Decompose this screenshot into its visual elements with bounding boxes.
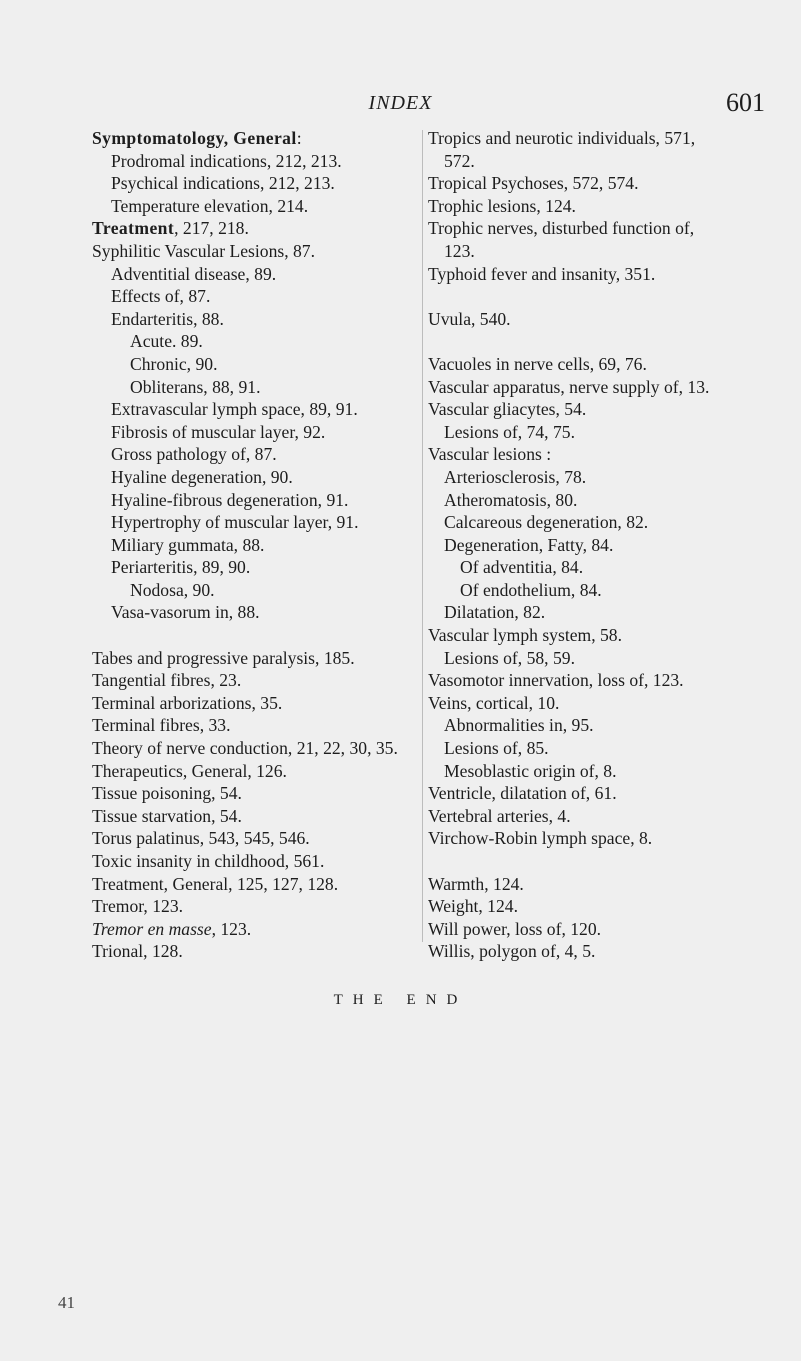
index-entry-text: Vascular lesions : <box>428 444 552 465</box>
index-entry-text: Lesions of, 85. <box>444 738 549 759</box>
index-entry <box>428 466 773 489</box>
index-entry-text: Toxic insanity in childhood, 561. <box>92 851 325 871</box>
index-entry <box>428 511 773 534</box>
index-entry <box>428 217 773 240</box>
index-entry <box>428 737 773 760</box>
index-entry <box>92 760 422 783</box>
index-entry <box>428 376 773 399</box>
index-entry-text: Warmth, 124. <box>428 873 524 894</box>
index-entry <box>92 940 422 963</box>
index-entry <box>428 669 773 692</box>
index-column-right <box>428 127 773 963</box>
index-entry-text: , 217, 218. <box>174 218 249 239</box>
index-entry-text: Tissue starvation, 54. <box>92 805 242 826</box>
index-entry-text: Vascular gliacytes, 54. <box>428 399 587 420</box>
index-entry-text: Mesoblastic origin of, 8. <box>444 760 617 781</box>
column-divider <box>422 130 423 942</box>
index-entry <box>92 308 422 331</box>
index-entry-text: Atheromatosis, 80. <box>444 489 578 510</box>
index-entry <box>428 692 773 715</box>
index-entry <box>92 895 422 918</box>
index-entry-text: Fibrosis of muscular layer, 92. <box>111 421 326 442</box>
index-entry-text: Vasomotor innervation, loss of, 123. <box>428 670 684 691</box>
index-entry-text: Calcareous degeneration, 82. <box>444 512 649 533</box>
index-entry-text: Syphilitic Vascular Lesions, 87. <box>92 240 315 261</box>
index-entry-text: Tangential fibres, 23. <box>92 670 242 691</box>
index-entry <box>428 263 773 286</box>
index-entry-text: Acute. 89. <box>130 331 203 352</box>
the-end-text: THE END <box>333 992 468 1008</box>
index-entry <box>92 217 422 240</box>
index-entry-text: Abnormalities in, 95. <box>444 715 594 736</box>
index-entry <box>92 330 422 353</box>
index-entry <box>92 398 422 421</box>
index-entry <box>428 873 773 896</box>
index-entry-text: Hyaline-fibrous degeneration, 91. <box>111 489 349 510</box>
index-entry-text: Tabes and progressive paralysis, 185. <box>92 647 355 668</box>
index-entry-text: Chronic, 90. <box>130 353 218 374</box>
index-entry-text: Ventricle, dilatation of, 61. <box>428 783 617 804</box>
index-entry-text: Terminal arborizations, 35. <box>92 692 283 713</box>
index-entry-text: , 123. <box>211 918 252 939</box>
index-entry-text: Obliterans, 88, 91. <box>130 376 261 397</box>
index-entry-text: Of adventitia, 84. <box>460 557 584 578</box>
index-entry <box>428 489 773 512</box>
index-entry <box>428 172 773 195</box>
index-entry-text: Arteriosclerosis, 78. <box>444 466 587 487</box>
index-entry-text: Extravascular lymph space, 89, 91. <box>111 399 358 420</box>
index-entry-text: Gross pathology of, 87. <box>111 444 277 465</box>
index-entry-text: Treatment <box>92 218 175 239</box>
index-entry-text: Virchow-Robin lymph space, 8. <box>428 828 653 849</box>
index-entry <box>92 353 422 376</box>
index-entry-text: Vascular lymph system, 58. <box>428 625 622 646</box>
index-entry <box>428 895 773 918</box>
index-entry <box>428 579 773 602</box>
index-entry-text: Trophic lesions, 124. <box>428 195 576 216</box>
index-entry-text: Of endothelium, 84. <box>460 579 602 600</box>
index-entry <box>92 601 422 624</box>
index-entry <box>428 443 773 466</box>
index-entry <box>428 918 773 941</box>
index-entry <box>92 150 422 173</box>
index-entry-text: Periarteritis, 89, 90. <box>111 557 251 578</box>
index-entry-text: Vascular apparatus, nerve supply of, 13. <box>428 376 710 397</box>
index-entry <box>428 421 773 444</box>
index-entry <box>428 624 773 647</box>
index-entry-text: Willis, polygon of, 4, 5. <box>428 941 596 962</box>
index-entry <box>92 127 422 150</box>
index-entry-text: Typhoid fever and insanity, 351. <box>428 263 656 284</box>
index-entry-text: Prodromal indications, 212, 213. <box>111 150 342 171</box>
footer-mark: 41 <box>58 1293 75 1312</box>
index-entry-text: Tropics and neurotic individuals, 571, <box>428 128 696 148</box>
index-entry-text: Lesions of, 58, 59. <box>444 647 575 668</box>
index-entry <box>92 827 422 850</box>
index-entry <box>92 714 422 737</box>
index-entry-text: Therapeutics, General, 126. <box>92 760 287 781</box>
index-entry-continuation: 572. <box>444 150 475 171</box>
entry-gap <box>428 850 773 873</box>
index-entry <box>428 601 773 624</box>
index-entry-text: Degeneration, Fatty, 84. <box>444 534 614 555</box>
index-entry-text: Vacuoles in nerve cells, 69, 76. <box>428 353 647 374</box>
index-entry-text: Trional, 128. <box>92 941 183 962</box>
index-entry-text: Tremor en masse <box>92 918 212 939</box>
index-entry <box>92 692 422 715</box>
index-entry <box>92 443 422 466</box>
index-entry <box>92 669 422 692</box>
entry-gap <box>428 285 773 308</box>
index-entry-text: Tropical Psychoses, 572, 574. <box>428 173 639 194</box>
index-entry <box>92 647 422 670</box>
index-entry-text: Endarteritis, 88. <box>111 308 224 329</box>
running-head-title: INDEX <box>368 92 433 114</box>
index-entry <box>92 782 422 805</box>
index-entry-text: Symptomatology, General <box>92 128 297 148</box>
entry-gap <box>92 624 422 647</box>
index-entry-text: Hypertrophy of muscular layer, 91. <box>111 512 359 533</box>
index-entry <box>92 489 422 512</box>
index-entry-text: Veins, cortical, 10. <box>428 692 560 713</box>
index-entry <box>92 850 422 873</box>
index-entry-text: Vasa-vasorum in, 88. <box>111 602 260 623</box>
index-entry-text: Terminal fibres, 33. <box>92 715 231 736</box>
index-entry-text: : <box>296 128 302 148</box>
page-number: 601 <box>726 88 765 117</box>
index-entry-text: Lesions of, 74, 75. <box>444 421 575 442</box>
index-entry <box>428 760 773 783</box>
index-entry <box>92 579 422 602</box>
index-entry-text: Tremor, 123. <box>92 896 184 917</box>
index-entry-text: Theory of nerve conduction, 21, 22, 30, 35. <box>92 738 398 759</box>
index-entry <box>428 353 773 376</box>
index-entry-text: Trophic nerves, disturbed function of, <box>428 218 695 239</box>
index-entry <box>92 737 422 760</box>
index-entry-text: Tissue poisoning, 54. <box>92 783 242 804</box>
index-entry-text: Vertebral arteries, 4. <box>428 805 571 826</box>
index-entry <box>428 534 773 557</box>
index-entry-text: Dilatation, 82. <box>444 602 546 623</box>
index-entry <box>428 556 773 579</box>
index-entry-text: Nodosa, 90. <box>130 579 215 600</box>
index-entry <box>428 398 773 421</box>
index-entry <box>92 556 422 579</box>
index-entry <box>428 308 773 331</box>
entry-gap <box>428 330 773 353</box>
index-entry <box>428 127 773 150</box>
index-column-left <box>92 127 422 963</box>
index-entry <box>428 782 773 805</box>
index-entry <box>92 511 422 534</box>
index-entry <box>428 827 773 850</box>
index-entry <box>92 285 422 308</box>
index-entry-text: Treatment, General, 125, 127, 128. <box>92 873 339 894</box>
index-entry <box>92 918 422 941</box>
index-entry <box>428 940 773 963</box>
index-entry-text: Effects of, 87. <box>111 286 211 307</box>
index-entry-text: Adventitial disease, 89. <box>111 263 277 284</box>
index-entry <box>92 805 422 828</box>
index-entry-text: Psychical indications, 212, 213. <box>111 173 335 194</box>
index-entry-continuation: 123. <box>444 240 475 261</box>
index-entry-text: Hyaline degeneration, 90. <box>111 466 293 487</box>
index-entry <box>92 172 422 195</box>
index-entry <box>92 263 422 286</box>
index-entry <box>92 466 422 489</box>
index-entry-text: Temperature elevation, 214. <box>111 195 309 216</box>
index-entry <box>92 376 422 399</box>
index-entry-text: Will power, loss of, 120. <box>428 918 602 939</box>
index-entry-text: Miliary gummata, 88. <box>111 534 265 555</box>
index-entry-text: Torus palatinus, 543, 545, 546. <box>92 828 310 849</box>
index-entry-text: Uvula, 540. <box>428 308 511 329</box>
index-entry <box>92 240 422 263</box>
index-entry-text: Weight, 124. <box>428 896 518 917</box>
index-entry <box>428 647 773 670</box>
index-entry <box>428 714 773 737</box>
index-entry <box>92 873 422 896</box>
index-entry <box>92 534 422 557</box>
index-entry <box>92 421 422 444</box>
index-entry <box>428 195 773 218</box>
index-entry <box>92 195 422 218</box>
index-entry <box>428 805 773 828</box>
